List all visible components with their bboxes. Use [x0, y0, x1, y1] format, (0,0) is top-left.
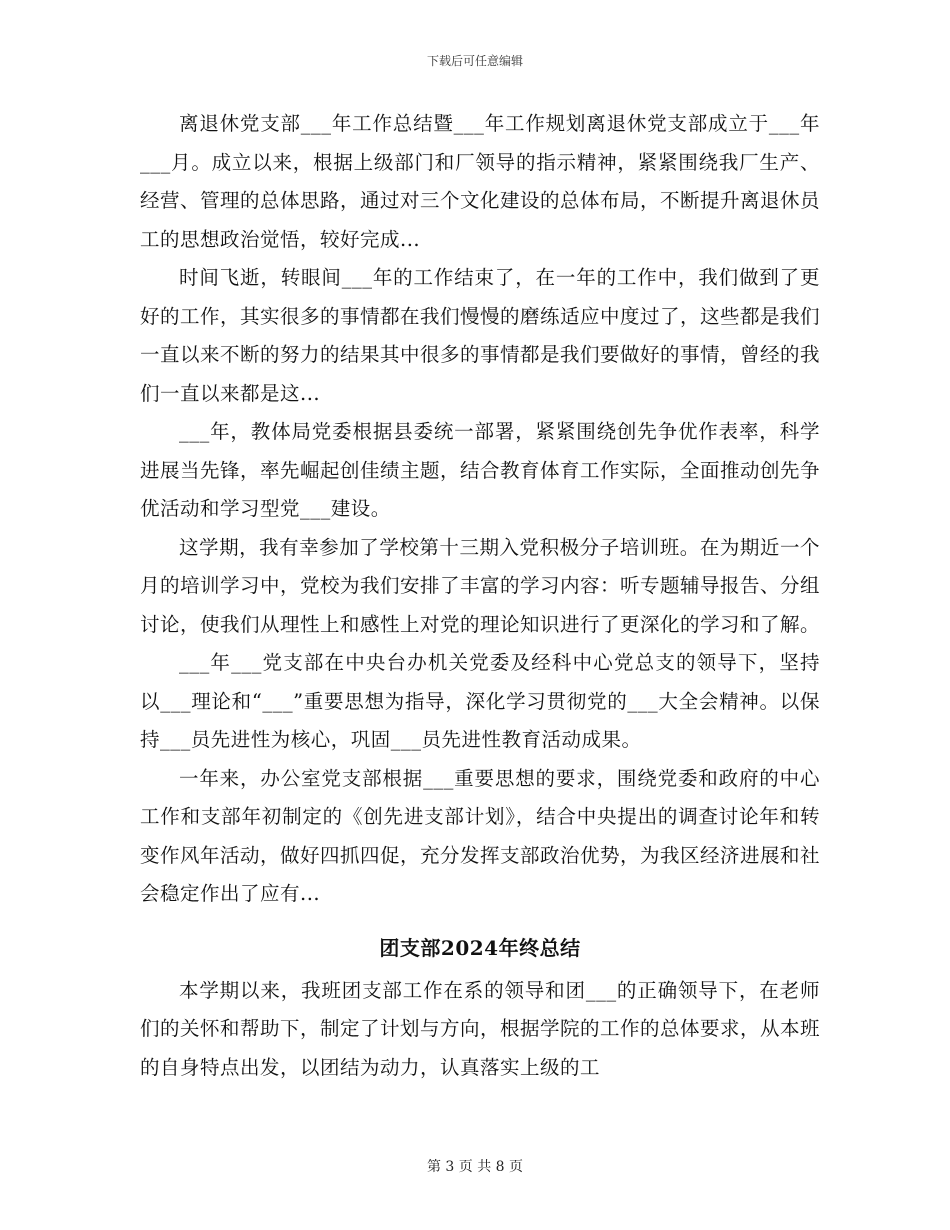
page-number: 第 3 页 共 8 页: [426, 1159, 524, 1175]
section-title: 团支部2024年终总结: [379, 935, 581, 960]
document-body: [140, 105, 820, 1087]
section-paragraph-1: 本学期以来，我班团支部工作在系的领导和团___的正确领导下，在老师们的关怀和帮助下，制定了计划与方向，根据学院的工作的总体要求，从本班的自身特点出发，以团结为动力，认真落实上级的工: [140, 978, 821, 1079]
paragraph-2: 时间飞逝，转眼间___年的工作结束了，在一年的工作中，我们做到了更好的工作，其实很多的事情都在我们慢慢的磨练适应中度过了，这些都是我们一直以来不断的努力的结果其中很多的事情都是我们要做好的事情，曾经的我们一直以来都是这...: [140, 266, 821, 405]
page-header: 下载后可任意编辑: [426, 54, 523, 68]
paragraph-4: 这学期，我有幸参加了学校第十三期入党积极分子培训班。在为期近一个月的培训学习中，党校为我们安排了丰富的学习内容：听专题辅导报告、分组讨论，使我们从理性上和感性上对党的理论知识进行了更深化的学习和了解。: [140, 535, 821, 636]
paragraph-6: 一年来，办公室党支部根据___重要思想的要求，围绕党委和政府的中心工作和支部年初制定的《创先进支部计划》，结合中央提出的调查讨论年和转变作风年活动，做好四抓四促，充分发挥支部政治优势，为我区经济进展和社会稳定作出了应有...: [140, 766, 821, 905]
paragraph-1: 离退休党支部___年工作总结暨___年工作规划离退休党支部成立于___年___月。成立以来，根据上级部门和厂领导的指示精神，紧紧围绕我厂生产、经营、管理的总体思路，通过对三个文化建设的总体布局，不断提升离退休员工的思想政治觉悟，较好完成...: [140, 112, 821, 251]
paragraph-3: ___年，教体局党委根据县委统一部署，紧紧围绕创先争优作表率，科学进展当先锋，率先崛起创佳绩主题，结合教育体育工作实际，全面推动创先争优活动和学习型党___建设。: [140, 420, 821, 520]
paragraph-5: ___年___党支部在中央台办机关党委及经科中心党总支的领导下，坚持以___理论和“___”重要思想为指导，深化学习贯彻党的___大全会精神。以保持___员先进性为核心，巩固___员先进性教育活动成果。: [140, 651, 820, 751]
